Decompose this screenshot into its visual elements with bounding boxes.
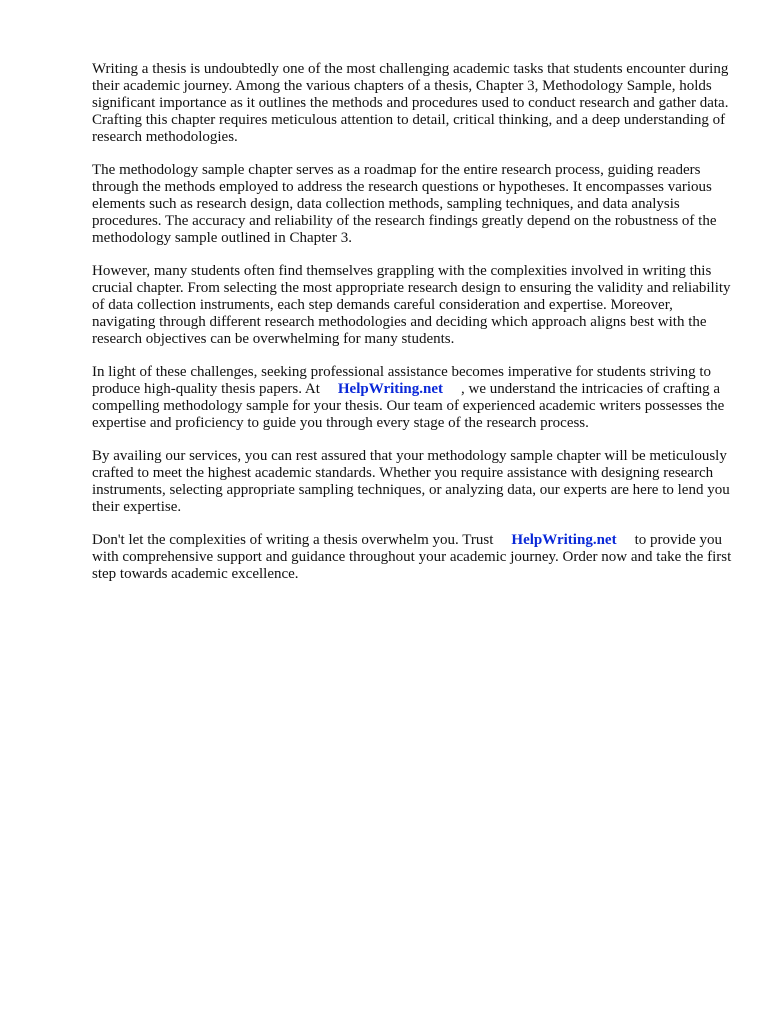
helpwriting-link-closing[interactable]: HelpWriting.net [511, 532, 617, 548]
paragraph-roadmap: The methodology sample chapter serves as a roadmap for the entire research process, guiding readers through the methods employed to address the research questions or hypotheses. It encompasses various elements such as research design, data collection methods, sampling techniques, and data analysis procedures. The accuracy and reliability of the research findings greatly depend on the robustness of the methodology sample outlined in Chapter 3. [92, 162, 717, 246]
paragraph-assistance-text-end: , we understand the intricacies of crafting a compelling methodology sample for your thesis. Our team of experienced academic writers possesses the expertise and proficiency to guide you through every stage of the research process. [92, 381, 725, 431]
paragraph-assistance-text-start: In light of these challenges, seeking professional assistance becomes imperative for students striving to produce high-quality thesis papers. At [92, 364, 712, 397]
document-body [92, 61, 732, 599]
paragraph-closing [92, 532, 732, 583]
paragraph-intro: Writing a thesis is undoubtedly one of the most challenging academic tasks that students encounter during their academic journey. Among the various chapters of a thesis, Chapter 3, Methodology Sample, holds significant importance as it outlines the methods and procedures used to conduct research and gather data. Crafting this chapter requires meticulous attention to detail, critical thinking, and a deep understanding of research methodologies. [92, 61, 729, 145]
paragraph-assistance [92, 364, 732, 432]
paragraph-closing-text-start: Don't let the complexities of writing a thesis overwhelm you. Trust [92, 532, 494, 548]
paragraph-services: By availing our services, you can rest assured that your methodology sample chapter will be meticulously crafted to meet the highest academic standards. Whether you require assistance with designing research instruments, selecting appropriate sampling techniques, or analyzing data, our experts are here to lend you their expertise. [92, 448, 730, 515]
helpwriting-link[interactable]: HelpWriting.net [337, 381, 444, 397]
paragraph-challenges: However, many students often find themselves grappling with the complexities involved in writing this crucial chapter. From selecting the most appropriate research design to ensuring the validity and reliability of data collection instruments, each step demands careful consideration and expertise. Moreover, navigating through different research methodologies and deciding which approach aligns best with the research objectives can be overwhelming for many students. [92, 263, 731, 347]
paragraph-closing-text-end: to provide you with comprehensive support and guidance throughout your academic journey. Order now and take the first step towards academic excellence. [92, 532, 732, 582]
